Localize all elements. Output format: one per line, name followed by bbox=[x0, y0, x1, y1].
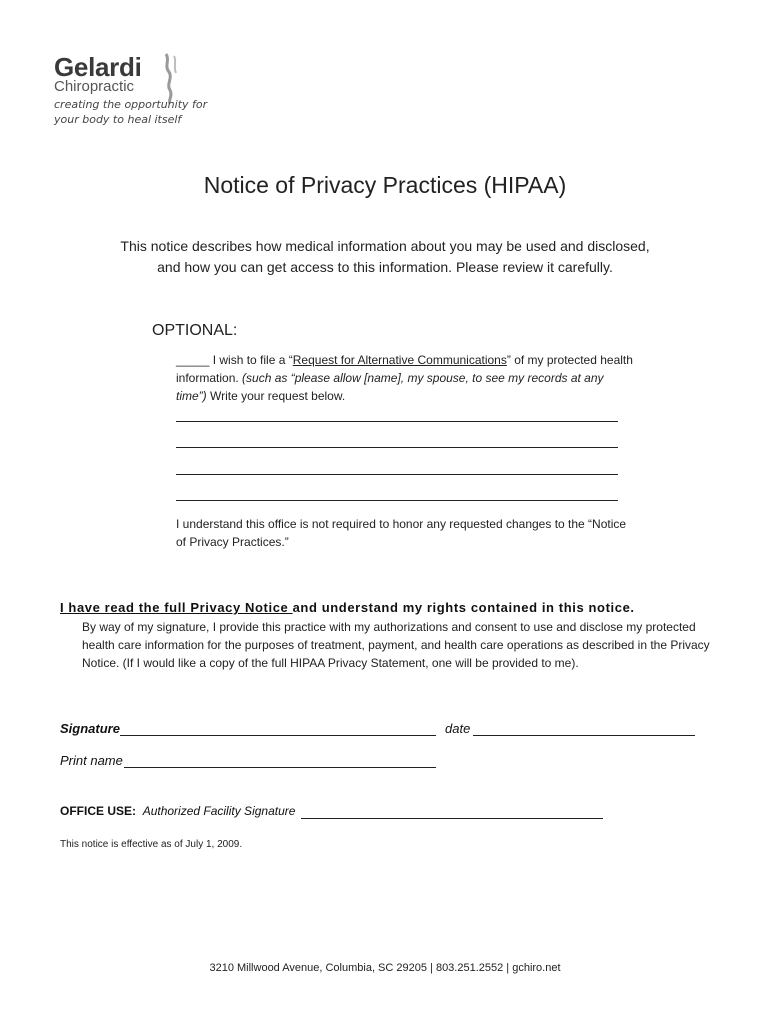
acknowledgement-heading-rest: and understand my rights contained in this notice. bbox=[292, 600, 635, 615]
office-use-row bbox=[60, 804, 295, 818]
understand-text: I understand this office is not required to honor any requested changes to the “Notice of Privacy Practices.” bbox=[176, 517, 627, 549]
acknowledgement-heading bbox=[60, 600, 635, 615]
date-label: date bbox=[445, 721, 471, 736]
request-prefix: I wish to file a “ bbox=[209, 353, 293, 367]
signature-label: Signature bbox=[60, 721, 120, 736]
acknowledgement-heading-underlined: I have read the full Privacy Notice bbox=[60, 600, 293, 615]
footer-address: 3210 Millwood Avenue, Columbia, SC 29205 | 803.251.2552 | gchiro.net bbox=[209, 962, 561, 974]
request-checkbox-blank[interactable]: _____ bbox=[176, 353, 210, 367]
page-title: Notice of Privacy Practices (HIPAA) bbox=[203, 172, 567, 198]
consent-text: By way of my signature, I provide this practice with my authorizations and consent to use and disclose my protected health care information for the purposes of treatment, payment, and health care operations as described in the Privacy Notice. (If I would like a copy of the full HIPAA Privacy Statement, one will be provided to me). bbox=[82, 620, 710, 670]
alternative-communications-request bbox=[176, 351, 636, 405]
print-name-label: Print name bbox=[60, 753, 123, 768]
tagline-line-2: your body to heal itself bbox=[54, 113, 182, 126]
request-line-2[interactable] bbox=[176, 447, 618, 448]
authorized-signature-field[interactable] bbox=[301, 818, 603, 819]
signature-field[interactable] bbox=[120, 735, 436, 736]
intro-line-1: This notice describes how medical information about you may be used and disclosed, bbox=[120, 238, 650, 254]
request-line-1[interactable] bbox=[176, 421, 618, 422]
office-use-label: OFFICE USE: bbox=[60, 804, 137, 818]
request-alternative-communications-link: Request for Alternative Communications bbox=[292, 353, 507, 367]
request-line-4[interactable] bbox=[176, 500, 618, 501]
intro-text bbox=[40, 236, 730, 278]
logo-subname: Chiropractic bbox=[54, 78, 135, 95]
logo-name: Gelardi bbox=[54, 52, 142, 82]
logo-tagline bbox=[54, 97, 207, 127]
request-example: (such as “please allow [name], my spouse, to see my records at any time”) bbox=[176, 371, 604, 403]
intro-line-2: and how you can get access to this information. Please review it carefully. bbox=[157, 259, 613, 275]
effective-date-note: This notice is effective as of July 1, 2009. bbox=[60, 839, 243, 850]
optional-heading: OPTIONAL: bbox=[152, 322, 238, 339]
request-write-below: Write your request below. bbox=[206, 389, 346, 403]
request-suffix: ” of my protected health information. bbox=[176, 353, 633, 385]
request-line-3[interactable] bbox=[176, 474, 618, 475]
date-field[interactable] bbox=[473, 735, 695, 736]
print-name-field[interactable] bbox=[124, 767, 436, 768]
authorized-signature-label: Authorized Facility Signature bbox=[142, 804, 296, 818]
tagline-line-1: creating the opportunity for bbox=[54, 98, 208, 111]
